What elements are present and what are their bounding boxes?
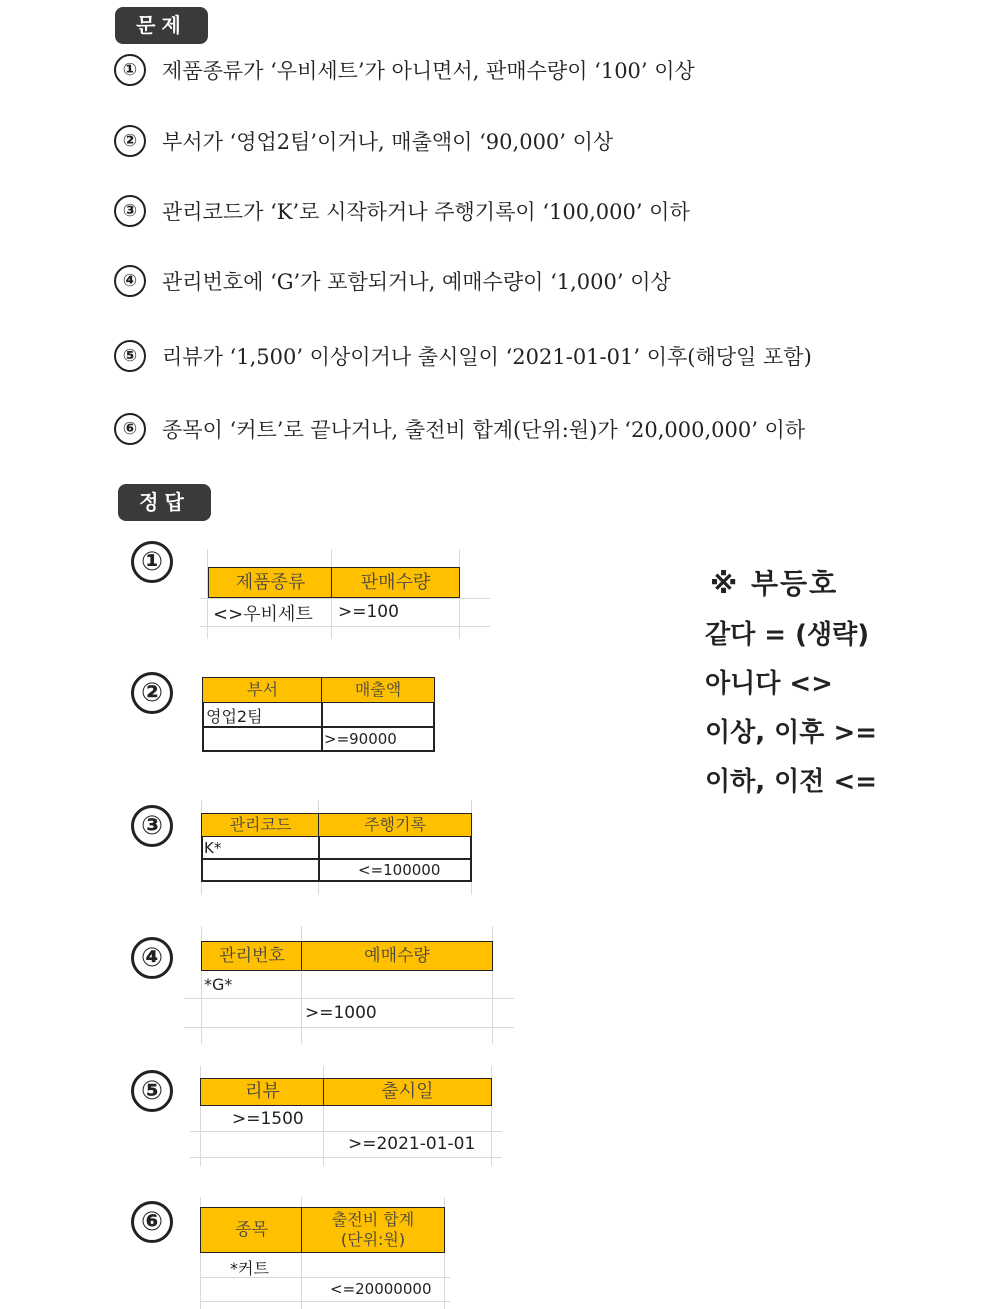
note-line-not-equal: 아니다 <> — [705, 669, 833, 699]
table-2-cell: >=90000 — [324, 730, 397, 748]
table-5-cell: >=1500 — [232, 1109, 304, 1129]
table-6-header-line-1: 출전비 합계 — [331, 1210, 415, 1229]
answer-number-3: ③ — [131, 805, 173, 847]
question-6 — [114, 411, 805, 447]
table-3-header-mileage: 주행기록 — [318, 813, 472, 837]
question-text: 관리번호에 ‘G’가 포함되거나, 예매수량이 ‘1,000’ 이상 — [162, 270, 671, 294]
table-4-cell: *G* — [204, 975, 233, 994]
note-title: ※ 부등호 — [710, 567, 839, 600]
answer-number-6: ⑥ — [131, 1201, 173, 1243]
question-number: ① — [114, 54, 146, 86]
table-2-header-sales-amount: 매출액 — [321, 677, 435, 703]
table-1-cell: <>우비세트 — [213, 604, 313, 625]
question-5 — [114, 338, 812, 374]
table-4-header-mgmt-no: 관리번호 — [201, 941, 303, 971]
table-2-header-department: 부서 — [202, 677, 323, 703]
question-text: 관리코드가 ‘K’로 시작하거나 주행기록이 ‘100,000’ 이하 — [162, 200, 690, 224]
table-3-cell: K* — [204, 839, 222, 857]
question-3 — [114, 193, 690, 229]
table-5-header-release-date: 출시일 — [323, 1078, 492, 1106]
question-number: ⑤ — [114, 340, 146, 372]
table-1-cell: >=100 — [338, 602, 399, 622]
table-6-header-event: 종목 — [200, 1207, 303, 1253]
answers-header: 정답 — [118, 484, 211, 521]
note-line-equal: 같다 = (생략) — [705, 620, 870, 650]
note-line-lte: 이하, 이전 <= — [705, 767, 878, 797]
table-5-cell: >=2021-01-01 — [348, 1134, 476, 1154]
question-text: 리뷰가 ‘1,500’ 이상이거나 출시일이 ‘2021-01-01’ 이후(해당일 포함) — [162, 345, 812, 369]
question-text: 부서가 ‘영업2팀’이거나, 매출액이 ‘90,000’ 이상 — [162, 130, 614, 154]
question-number: ④ — [114, 265, 146, 297]
table-4-cell: >=1000 — [305, 1003, 377, 1023]
table-2-cell: 영업2팀 — [206, 707, 263, 726]
table-1-header-sales-qty: 판매수량 — [331, 567, 460, 598]
table-1-header-product-type: 제품종류 — [208, 567, 333, 598]
answer-number-5: ⑤ — [131, 1070, 173, 1112]
question-1 — [114, 52, 695, 88]
question-2 — [114, 123, 613, 159]
problems-header: 문제 — [115, 7, 208, 44]
note-line-gte: 이상, 이후 >= — [705, 718, 878, 748]
answer-number-4: ④ — [131, 937, 173, 979]
question-text: 종목이 ‘커트’로 끝나거나, 출전비 합계(단위:원)가 ‘20,000,000’ 이하 — [162, 418, 806, 442]
table-6-header-entry-fee-total — [301, 1207, 445, 1253]
table-3-cell: <=100000 — [358, 861, 441, 879]
question-4 — [114, 263, 671, 299]
answer-number-2: ② — [131, 672, 173, 714]
table-6-cell: <=20000000 — [330, 1280, 432, 1298]
table-6-header-line-2: (단위:원) — [340, 1230, 406, 1249]
answer-number-1: ① — [131, 541, 173, 583]
question-number: ③ — [114, 195, 146, 227]
table-6-cell: *커트 — [230, 1259, 269, 1278]
question-text: 제품종류가 ‘우비세트’가 아니면서, 판매수량이 ‘100’ 이상 — [162, 59, 695, 83]
question-number: ② — [114, 125, 146, 157]
table-3-header-mgmt-code: 관리코드 — [201, 813, 320, 837]
question-number: ⑥ — [114, 413, 146, 445]
table-4-header-booking-qty: 예매수량 — [301, 941, 493, 971]
table-5-header-review: 리뷰 — [200, 1078, 325, 1106]
